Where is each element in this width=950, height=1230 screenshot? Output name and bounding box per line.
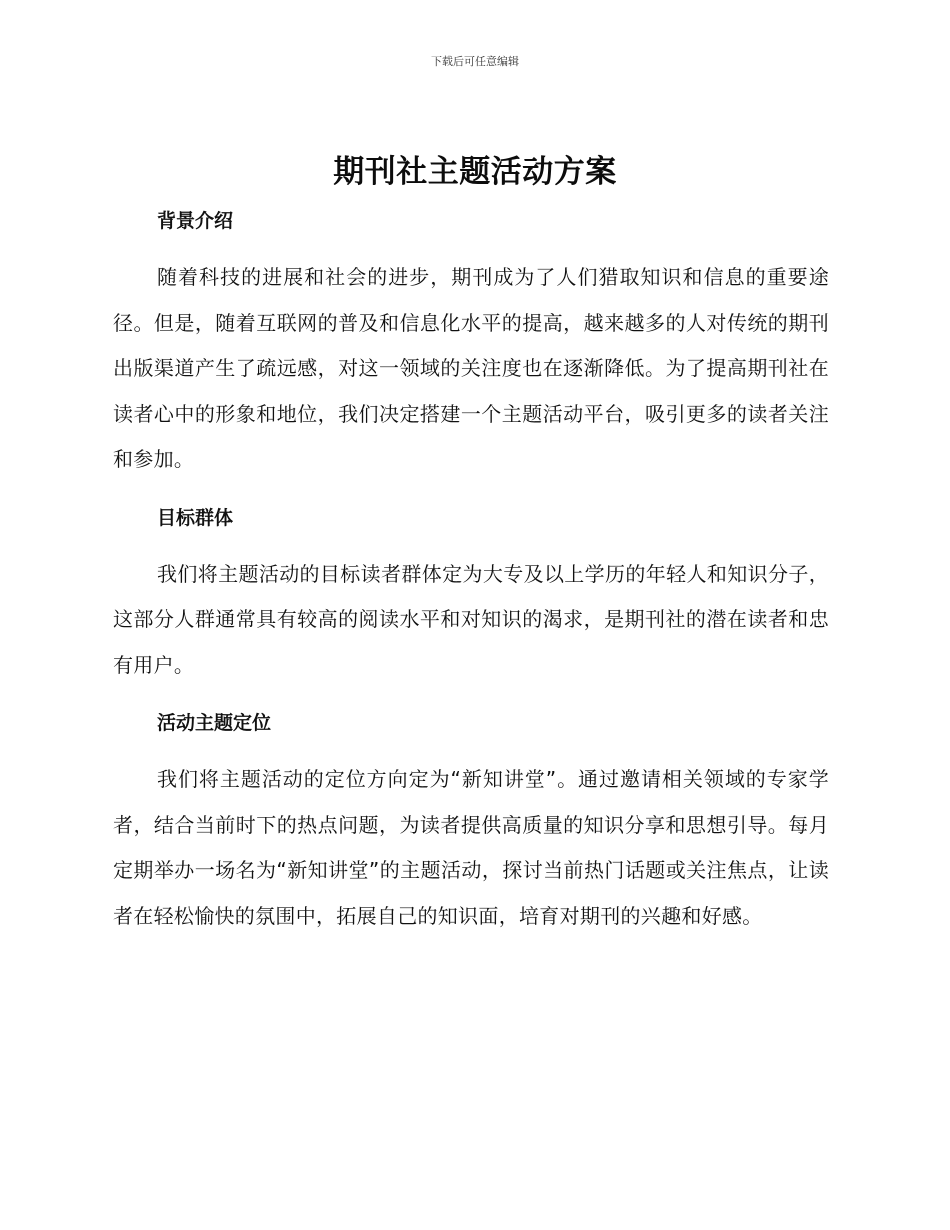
- section-paragraph-background: 随着科技的进展和社会的进步，期刊成为了人们猎取知识和信息的重要途径。但是，随着互联网的普及和信息化水平的提高，越来越多的人对传统的期刊出版渠道产生了疏远感，对这一领域的关注度也在逐渐降低。为了提高期刊社在读者心中的形象和地位，我们决定搭建一个主题活动平台，吸引更多的读者关注和参加。: [113, 265, 829, 471]
- section-heading-background: 背景介绍: [157, 210, 234, 232]
- document-body: [113, 205, 829, 939]
- section-heading-theme-positioning: 活动主题定位: [157, 712, 272, 734]
- section-heading-target-group: 目标群体: [157, 506, 234, 529]
- section-paragraph-theme-positioning: 我们将主题活动的定位方向定为“新知讲堂”。通过邀请相关领域的专家学者，结合当前时下的热点问题，为读者提供高质量的知识分享和思想引导。每月定期举办一场名为“新知讲堂”的主题活动，探讨当前热门话题或关注焦点，让读者在轻松愉快的氛围中，拓展自己的知识面，培育对期刊的兴趣和好感。: [113, 767, 829, 928]
- section-paragraph-target-group: 我们将主题活动的目标读者群体定为大专及以上学历的年轻人和知识分子，这部分人群通常具有较高的阅读水平和对知识的渴求，是期刊社的潜在读者和忠有用户。: [113, 561, 829, 677]
- header-note: 下载后可任意编辑: [431, 55, 519, 68]
- document-title: 期刊社主题活动方案: [333, 154, 617, 190]
